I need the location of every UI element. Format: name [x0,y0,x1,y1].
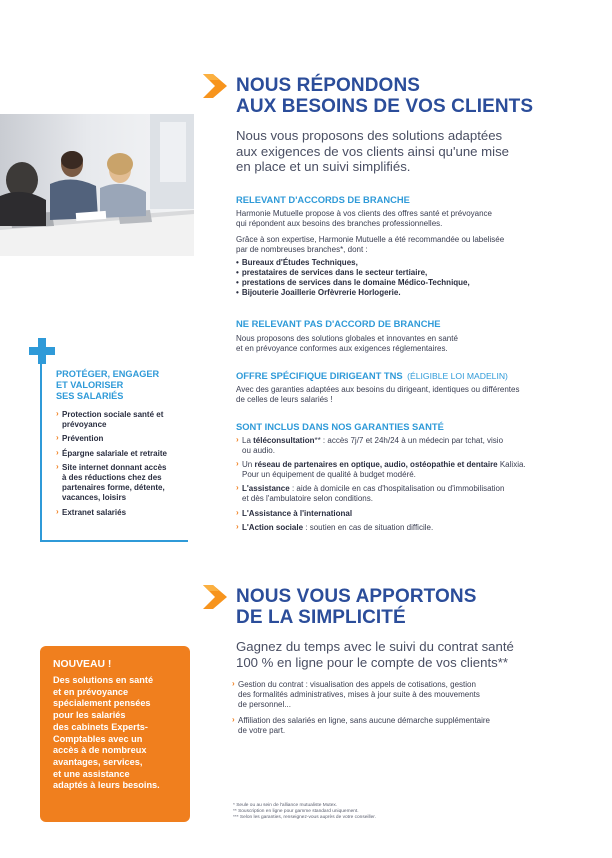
sidebox-item: › Épargne salariale et retraite [56,449,186,459]
branche-paragraph-1: Harmonie Mutuelle propose à vos clients des offres santé et prévoyance qui répondent aux besoins des branches professionnelles. [236,209,492,229]
sidebox-title: PROTÉGER, ENGAGER ET VALORISER SES SALARIÉS [56,369,160,401]
office-photo [0,114,194,256]
sidebox-item: › Prévention [56,434,186,444]
branche-list-item: • Bijouterie Joaillerie Orfèvrerie Horlogerie. [236,288,566,298]
footnotes [233,803,483,822]
section-2-title: NOUS VOUS APPORTONS DE LA SIMPLICITÉ [236,586,477,628]
inclus-item-international: › L'Assistance à l'international [236,509,581,519]
footnote-2: ** Souscription en ligne pour gamme standard uniquement. [233,809,359,815]
sidebox-plus-icon [29,338,55,369]
inclus-item-assistance: › L'assistance : aide à domicile en cas d'hospitalisation ou d'immobilisation et dès l'ambulatoire selon conditions. [236,484,581,504]
inclus-heading: SONT INCLUS DANS NOS GARANTIES SANTÉ [236,421,444,432]
section-2-item-gestion: › Gestion du contrat : visualisation des appels de cotisations, gestion des formalités administratives, mises à jour suite à des mouvements de personnel... [232,680,577,710]
inclus-item-reseau: › Un réseau de partenaires en optique, audio, ostéopathie et dentaire Kalixia. Pour un équipement de qualité à budget modéré. [236,460,581,480]
branche-list-item: • prestations de services dans le domaine Médico-Technique, [236,278,566,288]
section-1-title: NOUS RÉPONDONS AUX BESOINS DE VOS CLIENTS [236,75,534,117]
office-meeting-image [0,114,194,256]
tns-paragraph: Avec des garanties adaptées aux besoins du dirigeant, identiques ou différentes de celles de leurs salariés ! [236,385,520,405]
nouveau-box [40,646,190,822]
section-2-list [232,680,577,740]
footnote-3: *** Selon les garanties, renseignez-vous auprès de votre conseiller. [233,815,376,821]
inclus-list [236,436,581,537]
branche-list [236,258,566,298]
branche-paragraph-2: Grâce à son expertise, Harmonie Mutuelle a été recommandée ou labelisée par de nombreuses branches*, dont : [236,235,505,255]
sidebox-item: › Extranet salariés [56,508,186,518]
branche-list-item: • Bureaux d'Études Techniques, [236,258,566,268]
tns-heading-suffix: (ÉLIGIBLE LOI MADELIN) [407,371,508,381]
branche-heading: RELEVANT D'ACCORDS DE BRANCHE [236,194,410,205]
branche-list-item: • prestataires de services dans le secteur tertiaire, [236,268,566,278]
section-2-item-affiliation: › Affiliation des salariés en ligne, sans aucune démarche supplémentaire de votre part. [232,716,577,736]
section-2-lead: Gagnez du temps avec le suivi du contrat santé 100 % en ligne pour le compte de vos clients** [236,639,514,670]
tns-heading: OFFRE SPÉCIFIQUE DIRIGEANT TNS (ÉLIGIBLE LOI MADELIN) [236,370,508,381]
section-1-lead: Nous vous proposons des solutions adaptées aux exigences de vos clients ainsi qu'une mise en place et un suivi simplifiés. [236,128,510,175]
blue-plus-icon [29,338,55,364]
nouveau-title: NOUVEAU ! [53,659,112,670]
chevron-icon-2 [203,585,227,614]
sidebox-item: › Site internet donnant accès à des réductions chez des partenaires forme, détente, vacances, loisirs [56,463,186,504]
chevron-icon-1 [203,74,227,103]
orange-chevron-icon [203,74,227,98]
sidebox-item: › Protection sociale santé et prévoyance [56,410,186,430]
nouveau-text: Des solutions en santé et en prévoyance spécialement pensées pour les salariés des cabinets Experts- Comptables avec un accès à de nombreux avantages, services, et une assistance adaptés à leurs besoins. [53,675,160,791]
orange-chevron-icon [203,585,227,609]
hors-branche-heading: NE RELEVANT PAS D'ACCORD DE BRANCHE [236,318,441,329]
inclus-item-action-sociale: › L'Action sociale : soutien en cas de situation difficile. [236,523,581,533]
inclus-item-teleconsultation: › La téléconsultation** : accès 7j/7 et 24h/24 à un médecin par tchat, visio ou audio. [236,436,581,456]
footnote-1: * Seule ou au sein de l'alliance mutualiste Mutex. [233,803,338,808]
hors-branche-paragraph: Nous proposons des solutions globales et innovantes en santé et en prévoyance conformes aux exigences réglementaires. [236,334,458,354]
sidebox-list [56,410,186,522]
